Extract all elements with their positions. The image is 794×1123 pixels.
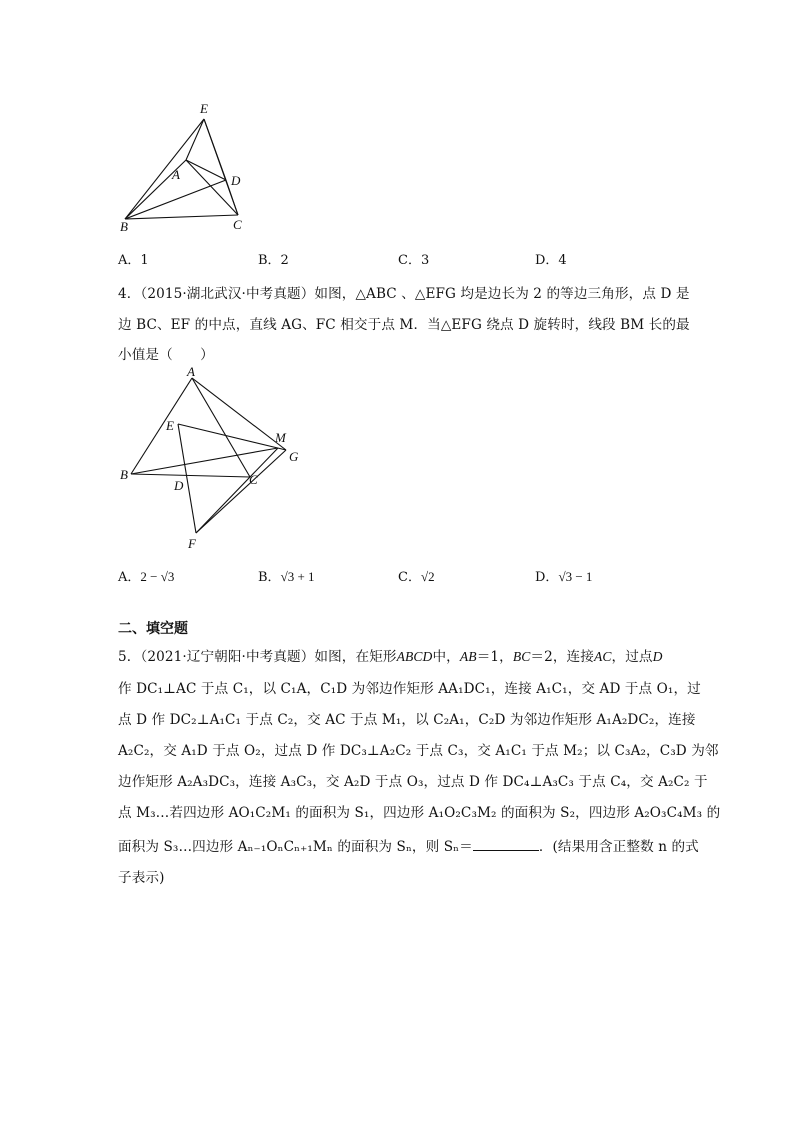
label-B: B — [120, 219, 128, 234]
label-A: A — [187, 366, 195, 379]
label-C: C — [249, 472, 258, 487]
segment-BC — [131, 474, 250, 477]
label-M: M — [275, 430, 286, 445]
q5-line-1 — [118, 645, 663, 665]
q4-line-3: 小值是（ ） — [118, 347, 214, 363]
q5-bc: BC — [512, 649, 531, 664]
q5-d: D — [652, 649, 663, 664]
segment-EA — [186, 119, 204, 160]
label-E: E — [166, 418, 174, 433]
q5-line-7-b: ．(结果用含正整数 n 的式 — [538, 839, 699, 855]
q3-option-d: D．4 — [535, 253, 567, 268]
segment-AB — [131, 378, 192, 474]
section-heading: 二、填空题 — [118, 621, 188, 637]
label-F: F — [188, 536, 196, 551]
q5-ab: AB — [459, 649, 477, 664]
q4-option-d-expr: √3 − 1 — [558, 569, 593, 584]
q5-line-7 — [118, 835, 699, 855]
q4-option-a-prefix: A． — [118, 570, 141, 585]
q3-option-c: C．3 — [398, 253, 430, 268]
figure-2-rotating-triangles — [112, 366, 312, 552]
q5-line-4: A₂C₂，交 A₁D 于点 O₂，过点 D 作 DC₃⊥A₂C₂ 于点 C₃，交 A₁C₁ 于点 M₂；以 C₃A₂，C₃D 为邻 — [118, 743, 719, 759]
q5-line-2: 作 DC₁⊥AC 于点 C₁，以 C₁A，C₁D 为邻边作矩形 AA₁DC₁，连接 A₁C₁，交 AD 于点 O₁，过 — [118, 681, 701, 697]
q5-line-5: 边作矩形 A₂A₃DC₃，连接 A₃C₃，交 A₂D 于点 O₃，过点 D 作 DC₄⊥A₃C₃ 于点 C₄，交 A₂C₂ 于 — [118, 774, 708, 790]
q4-option-c-expr: √2 — [420, 569, 435, 584]
q4-option-c-prefix: C． — [398, 570, 421, 585]
q5-line-6: 点 M₃…若四边形 AO₁C₂M₁ 的面积为 S₁，四边形 A₁O₂C₃M₂ 的面积为 S₂，四边形 A₂O₃C₄M₃ 的 — [118, 805, 721, 821]
q5-eq1: ＝1， — [476, 649, 513, 665]
q5-line-7-a: 面积为 S₃…四边形 Aₙ₋₁OₙCₙ₊₁Mₙ 的面积为 Sₙ，则 Sₙ＝ — [118, 839, 473, 855]
q4-line-2: 边 BC、EF 的中点，直线 AG、FC 相交于点 M．当△EFG 绕点 D 旋转时，线段 BM 长的最 — [118, 317, 690, 333]
segment-BC — [125, 215, 238, 219]
figure-1-triangles — [112, 98, 262, 238]
q5-eq2: ＝2，连接 — [530, 649, 594, 665]
label-B: B — [120, 467, 128, 482]
label-D: D — [231, 173, 241, 188]
q4-option-b — [258, 566, 315, 585]
q3-option-b: B．2 — [258, 253, 289, 268]
q5-line-8: 子表示) — [118, 870, 165, 886]
q4-option-b-prefix: B． — [258, 570, 281, 585]
label-G: G — [289, 449, 299, 464]
label-E: E — [200, 101, 208, 116]
q4-line-1: 4．（2015·湖北武汉·中考真题）如图，△ABC 、△EFG 均是边长为 2 的等边三角形，点 D 是 — [118, 286, 690, 302]
q5-zhong: 中， — [432, 649, 460, 665]
q4-option-d-prefix: D． — [535, 570, 559, 585]
q4-option-c — [398, 566, 435, 585]
q4-option-d — [535, 566, 592, 585]
q4-option-a-expr: 2 − √3 — [140, 569, 175, 584]
q5-ac: AC — [593, 649, 612, 664]
q5-guo: ，过点 — [611, 649, 653, 665]
q5-line-3: 点 D 作 DC₂⊥A₁C₁ 于点 C₂，交 AC 于点 M₁，以 C₂A₁，C₂D 为邻边作矩形 A₁A₂DC₂，连接 — [118, 712, 696, 728]
answer-blank[interactable] — [473, 838, 539, 851]
q3-option-a: A．1 — [118, 253, 149, 268]
q4-option-b-expr: √3 + 1 — [280, 569, 315, 584]
q5-prefix: 5．（2021·辽宁朝阳·中考真题）如图，在矩形 — [118, 649, 397, 665]
label-C: C — [233, 217, 242, 232]
q5-abcd: ABCD — [396, 649, 433, 664]
label-A: A — [172, 167, 180, 182]
q4-option-a — [118, 566, 174, 585]
label-D: D — [174, 478, 184, 493]
